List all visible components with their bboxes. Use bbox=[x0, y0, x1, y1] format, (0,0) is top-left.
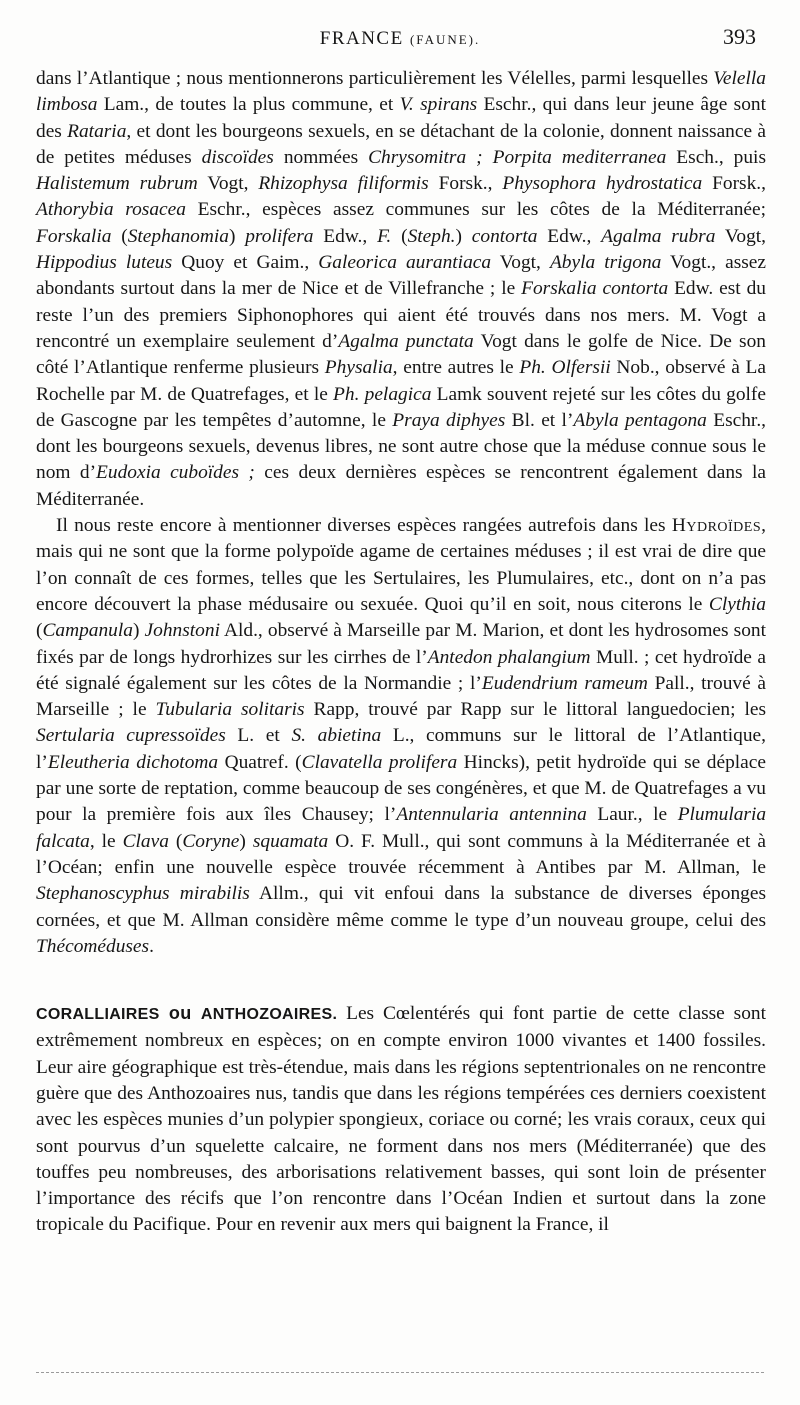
page-number: 393 bbox=[723, 24, 756, 49]
italic-term: Rhizophysa filiformis bbox=[258, 173, 429, 195]
italic-term: Galeorica aurantiaca bbox=[318, 252, 492, 274]
italic-term: Physophora hydrostatica bbox=[502, 173, 703, 195]
text-run: . bbox=[149, 935, 154, 957]
italic-term: Plumularia falcata bbox=[36, 804, 767, 852]
italic-term: S. abietina bbox=[291, 725, 382, 747]
text-run: Vogt, bbox=[197, 173, 259, 195]
text-run: nommées bbox=[273, 146, 369, 168]
text-run: O. F. Mull., qui sont communs à la Méditerranée et à l’Océan; enfin une nouvelle espèce trouvée récemment à Antibes par M. Allman, le bbox=[36, 830, 766, 878]
text-run: Vogt., assez abondants surtout dans la mer de Nice et de Villefranche ; le bbox=[36, 252, 766, 300]
text-run: Bl. et l’ bbox=[505, 409, 574, 431]
section-heading bbox=[36, 1003, 338, 1024]
section-heading-conj: ou bbox=[159, 1003, 201, 1024]
italic-term: Sertularia cupressoïdes bbox=[36, 725, 226, 747]
text-run: ) bbox=[228, 225, 246, 247]
text-run: ( bbox=[391, 225, 408, 247]
text-run: dans l’Atlantique ; nous mentionnerons particulièrement les Vélelles, parmi lesquelles bbox=[36, 68, 714, 89]
text-run: Forsk., bbox=[428, 173, 503, 195]
italic-term: Ph. Olfersii bbox=[519, 357, 611, 379]
text-run: Quoy et Gaim., bbox=[172, 252, 319, 274]
italic-term: Agalma rubra bbox=[601, 225, 716, 247]
text-run: Lam., de toutes la plus commune, et bbox=[97, 94, 400, 116]
text-run: , mais qui ne sont que la forme polypoïde agame de certaines méduses ; il est vrai de dire que l’on connaît de ces formes, telles que les Sertulaires, les Plumulaires, etc., dont on n’a pas encore découvert la phase médusaire ou sexuée. Quoi qu’il en soit, nous citerons le bbox=[36, 515, 766, 615]
italic-term: Abyla pentagona bbox=[573, 409, 707, 431]
italic-term: Antedon phalangium bbox=[427, 646, 591, 668]
paragraph-coralliaires bbox=[36, 1000, 766, 1239]
italic-term: Clythia bbox=[708, 593, 766, 615]
italic-term: Steph. bbox=[407, 225, 456, 247]
paragraph-velelles bbox=[36, 66, 766, 513]
paragraph-hydroides bbox=[36, 513, 766, 960]
text-run: , entre autres le bbox=[392, 357, 520, 379]
text-run: ) bbox=[132, 620, 145, 642]
body-text bbox=[36, 66, 766, 1239]
text-run: , le bbox=[89, 830, 123, 852]
text-run: Lamk souvent rejeté sur les côtes du golfe de Gascogne par les tempêtes d’automne, le bbox=[36, 383, 766, 431]
italic-term: Ph. pelagica bbox=[333, 383, 432, 405]
italic-term: Chrysomitra ; Porpita mediterranea bbox=[368, 146, 667, 168]
section-heading-part2: ANTHOZOAIRES. bbox=[200, 1006, 338, 1024]
italic-term: Forskalia contorta bbox=[521, 278, 669, 300]
italic-term: V. spirans bbox=[399, 94, 478, 116]
italic-term: Tubularia solitaris bbox=[155, 699, 305, 721]
text-run: Eschr., dont les bourgeons sexuels, devenus libres, ne sont autre chose que la méduse connue sous le nom d’ bbox=[36, 409, 767, 484]
italic-term: Thécoméduses bbox=[36, 935, 150, 957]
italic-term: Forskalia bbox=[36, 225, 112, 247]
text-run: Vogt dans le golfe de Nice. De son côté l’Atlantique renferme plusieurs bbox=[36, 330, 766, 379]
text-run: Il nous reste encore à mentionner diverses espèces rangées autrefois dans les bbox=[56, 515, 672, 537]
section-text: Les Cœlentérés qui font partie de cette classe sont extrêmement nombreux en espèces; on en compte environ 1000 vivantes et 1400 fossiles. Leur aire géographique est très-étendue, mais dans les régions septentrionales on ne rencontre guère que des Anthozoaires nus, tandis que dans les régions tempérées ces derniers coexistent avec les espèces munies d’un polypier spongieux, coriace ou corné; les vrais coraux, ceux qui sont pourvus d’un squelette calcaire, ne forment dans nos mers (Méditerranée) que des touffes peu nombreuses, des arborisations relativement basses, qui sont loin de présenter l’importance des récifs que l’on rencontre dans l’Océan Indien et surtout dans la zone tropicale du Pacifique. Pour en revenir aux mers qui baignent la France, il bbox=[36, 1003, 766, 1236]
italic-term: squamata bbox=[252, 830, 329, 852]
text-run: Forsk., bbox=[702, 173, 766, 195]
italic-term: F. bbox=[377, 225, 392, 247]
italic-term: Johnstoni bbox=[144, 620, 220, 642]
italic-term: Hippodius luteus bbox=[36, 252, 173, 274]
text-run: ( bbox=[168, 830, 183, 852]
header-title bbox=[36, 28, 764, 50]
italic-term: Coryne bbox=[182, 830, 240, 852]
running-header bbox=[36, 24, 764, 56]
italic-term: Stephanomia bbox=[127, 225, 229, 247]
text-run: , et dont les bourgeons sexuels, en se détachant de la colonie, donnent naissance à de petites méduses bbox=[36, 120, 766, 168]
italic-term: Eleutheria dichotoma bbox=[47, 751, 219, 773]
italic-term: contorta bbox=[471, 225, 538, 247]
text-run: ( bbox=[111, 225, 128, 247]
footer-dotted-rule bbox=[36, 1372, 764, 1373]
italic-term: Stephanoscyphus mirabilis bbox=[36, 883, 250, 905]
italic-term: Abyla trigona bbox=[549, 252, 662, 274]
small-caps-term: Hydroïdes bbox=[671, 515, 762, 537]
italic-term: Athorybia rosacea bbox=[36, 199, 186, 221]
italic-term: Velella limbosa bbox=[36, 68, 766, 116]
text-run: Eschr., qui dans leur jeune âge sont des bbox=[36, 94, 766, 142]
text-run: Quatref. ( bbox=[218, 751, 302, 773]
text-run: ) bbox=[239, 830, 253, 852]
italic-term: Antennularia antennina bbox=[396, 804, 587, 826]
italic-term: Eudoxia cuboïdes ; bbox=[96, 462, 255, 484]
text-run: Laur., le bbox=[586, 804, 678, 826]
text-run: Vogt, bbox=[715, 225, 767, 247]
text-run: Nob., observé à La Rochelle par M. de Quatrefages, et le bbox=[36, 357, 766, 405]
italic-term: Physalia bbox=[324, 357, 393, 379]
italic-term: discoïdes bbox=[201, 146, 274, 168]
italic-term: Eudendrium rameum bbox=[481, 672, 648, 694]
text-run: L., communs sur le littoral de l’Atlantique, l’ bbox=[36, 725, 766, 773]
text-run: ( bbox=[36, 620, 43, 642]
italic-term: Agalma punctata bbox=[338, 330, 474, 352]
text-run: Edw., bbox=[537, 225, 602, 247]
text-run: Pall., trouvé à Marseille ; le bbox=[36, 672, 766, 721]
italic-term: Clavatella prolifera bbox=[301, 751, 458, 773]
italic-term: Praya diphyes bbox=[392, 409, 506, 431]
text-run: Hincks), petit hydroïde qui se déplace par une sorte de reptation, comme beaucoup de ses congénères, et que M. de Quatrefages a vu pour la première fois aux îles Chausey; l’ bbox=[36, 751, 767, 826]
text-run: Edw. est du reste l’un des premiers Siphonophores qui aient été trouvés dans nos mers. M. Vogt a rencontré un exemplaire seulement d’ bbox=[36, 278, 766, 352]
italic-term: Clava bbox=[122, 830, 169, 852]
text-run: Vogt, bbox=[491, 252, 550, 274]
italic-term: Campanula bbox=[42, 620, 133, 642]
italic-term: Halistemum rubrum bbox=[36, 173, 198, 195]
text-run: ces deux dernières espèces se rencontrent également dans la Méditerranée. bbox=[36, 462, 766, 510]
text-run: Esch., puis bbox=[666, 146, 766, 168]
text-run: ) bbox=[455, 225, 472, 247]
text-run: Allm., qui vit enfoui dans la substance de diverses éponges cornées, et que M. Allman considère même comme le type d’un nouveau groupe, celui des bbox=[36, 883, 766, 931]
text-run: Mull. ; cet hydroïde a été signalé également sur les côtes de la Normandie ; l’ bbox=[36, 646, 766, 694]
text-run: Ald., observé à Marseille par M. Marion, et dont les hydrosomes sont fixés par de longs hydrorhizes sur les cirrhes de l’ bbox=[36, 620, 766, 668]
text-run: Rapp, trouvé par Rapp sur le littoral languedocien; les bbox=[304, 699, 766, 721]
section-heading-part1: CORALLIAIRES bbox=[36, 1006, 160, 1024]
text-run: Edw., bbox=[313, 225, 378, 247]
italic-term: Rataria bbox=[67, 120, 127, 142]
text-run: L. et bbox=[225, 725, 292, 747]
header-title-main: FRANCE bbox=[319, 28, 404, 49]
italic-term: prolifera bbox=[245, 225, 314, 247]
text-run: Eschr., espèces assez communes sur les côtes de la Méditerranée; bbox=[185, 199, 766, 221]
header-title-sub: (FAUNE). bbox=[409, 32, 481, 47]
